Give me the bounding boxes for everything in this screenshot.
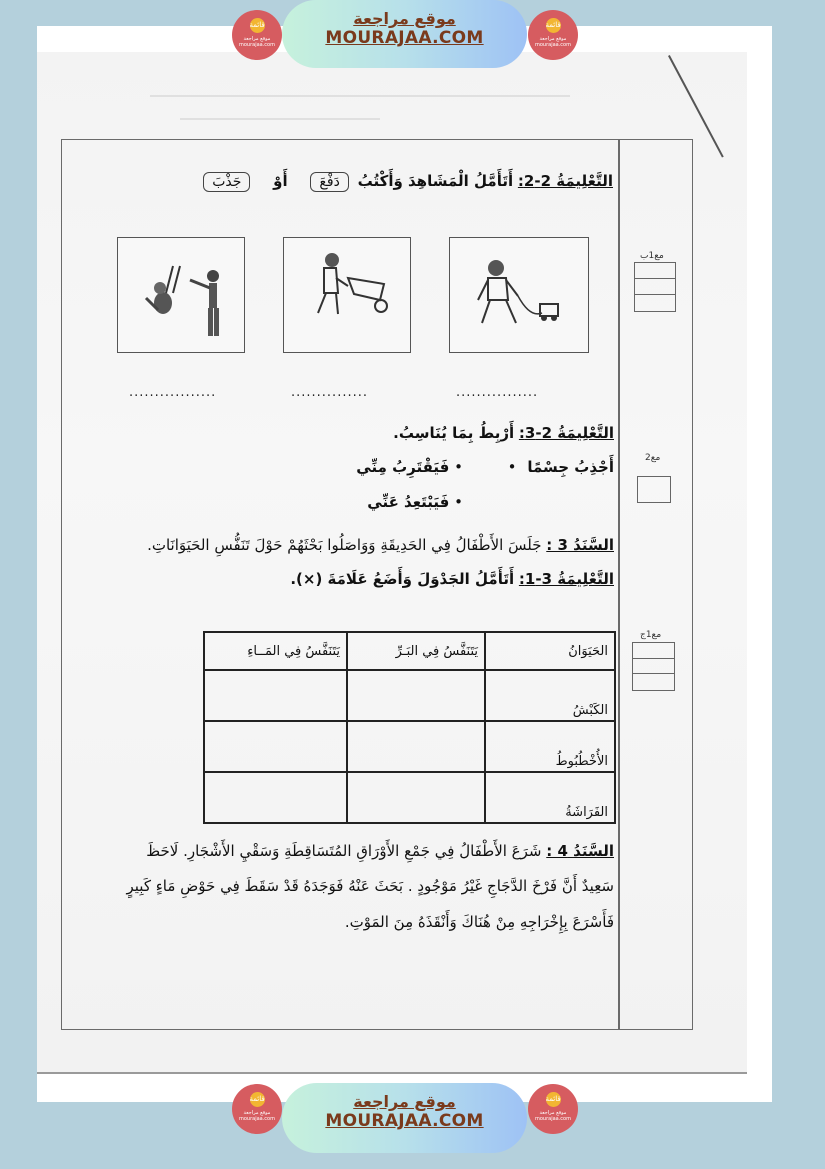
site-banner-top[interactable] (282, 0, 527, 68)
document-4-line-3: فَأَسْرَعَ بِإِخْرَاجِهِ مِنْ هُنَاكَ وَأَنْقَذَهُ مِنَ المَوْتِ. (344, 913, 614, 931)
land-checkbox-cell[interactable] (347, 721, 485, 772)
header-water: يَتَنَفَّسُ فِي المَــاءِ (204, 632, 347, 670)
instruction-2-2-text: أَتَأَمَّلُ الْمَشَاهِدَ وَأَكْتُبُ (357, 172, 514, 190)
animal-cell: الفَرَاشَةُ (485, 772, 615, 823)
word-push-box: دَفْعَ (310, 172, 348, 192)
picture-swing-push (117, 237, 245, 353)
word-pull-box: جَذْبَ (203, 172, 250, 192)
grade-box-3[interactable] (632, 642, 675, 691)
table-header-row (204, 632, 615, 670)
book-icon: قائمة (546, 18, 561, 33)
document-4-label: السَّنَدُ 4 : (546, 842, 614, 860)
grading-column-divider (618, 139, 620, 1030)
banner-latin: MOURAJAA.COM (325, 28, 484, 48)
match-left-item: أَجْذِبُ جِسْمًا • (507, 458, 614, 476)
instruction-2-2 (199, 172, 613, 192)
pull-toy-illustration (450, 238, 587, 351)
document-4-line-2: سَعِيدٌ أَنَّ فَرْخَ الدَّجَاجِ غَيْرُ مَوْجُودٍ . بَحَثَ عَنْهُ فَوَجَدَهُ قَدْ سَقَطَ فِي حَوْضِ مَاءٍ كَبِيرٍ (126, 877, 614, 895)
document-3 (147, 536, 614, 554)
grade-box-1[interactable] (634, 262, 676, 312)
instruction-3-1-text: أَتَأَمَّلُ الجَدْوَلَ وَأَضَعُ عَلَامَةَ (×). (290, 570, 515, 588)
animal-cell: الكَبْشُ (485, 670, 615, 721)
scan-edge (37, 1072, 747, 1074)
grade-label-2: مع2 (645, 453, 661, 463)
site-logo-right-top[interactable]: قائمة موقع مراجعة mourajaa.com (528, 10, 578, 60)
answer-blank-2[interactable]: ............... (291, 385, 368, 400)
match-right-item-2: • فَيَبْتَعِدُ عَنِّي (367, 493, 463, 511)
land-checkbox-cell[interactable] (347, 772, 485, 823)
grade-label-3: مع1ج (640, 630, 662, 640)
header-animal: الحَيَوَانُ (485, 632, 615, 670)
book-icon: قائمة (546, 1092, 561, 1107)
table-row (204, 772, 615, 823)
site-logo-right-bottom[interactable]: قائمة موقع مراجعة mourajaa.com (528, 1084, 578, 1134)
answer-blank-1[interactable]: ................. (129, 385, 217, 400)
document-4-line-1: السَّنَدُ 4 : شَرَعَ الأَطْفَالُ فِي جَمْعِ الأَوْرَاقِ المُتَسَاقِطَةِ وَسَقْيِ الأَشْجَارِ. لَاحَظَ (146, 842, 614, 860)
picture-wheelbarrow (283, 237, 411, 353)
instruction-3-1-label: التَّعْلِيمَةُ 3-1: (518, 570, 614, 588)
header-land: يَتَنَفَّسُ فِي البَـرِّ (347, 632, 485, 670)
instruction-2-3-label: التَّعْلِيمَةُ 2-3: (518, 424, 614, 442)
match-right-item-1: • فَيَقْتَرِبُ مِنِّي (356, 458, 463, 476)
animal-cell: الأُخْطُبُوطُ (485, 721, 615, 772)
or-label: أَوْ (273, 172, 288, 190)
swing-push-illustration (118, 238, 243, 351)
water-checkbox-cell[interactable] (204, 721, 347, 772)
instruction-2-3-text: أَرْبِطُ بِمَا يُنَاسِبُ. (393, 424, 515, 442)
book-icon: قائمة (250, 1092, 265, 1107)
breathing-table (203, 631, 616, 824)
grade-box-2[interactable] (637, 476, 671, 503)
document-3-label: السَّنَدُ 3 : (546, 536, 614, 554)
answer-blank-3[interactable]: ................ (456, 385, 539, 400)
table-row (204, 670, 615, 721)
bleed-through-line (180, 118, 380, 120)
match-dot[interactable]: • (454, 458, 463, 476)
grade-label-1: مع1ب (640, 251, 664, 261)
book-icon: قائمة (250, 18, 265, 33)
banner-latin: MOURAJAA.COM (325, 1111, 484, 1131)
site-banner-bottom[interactable] (282, 1083, 527, 1153)
banner-arabic: موقع مراجعة (353, 1092, 456, 1111)
instruction-3-1 (290, 570, 614, 588)
bleed-through-line (150, 95, 570, 97)
water-checkbox-cell[interactable] (204, 772, 347, 823)
wheelbarrow-illustration (284, 238, 409, 351)
document-3-text: جَلَسَ الأَطْفَالُ فِي الحَدِيقَةِ وَوَاصَلُوا بَحْثَهُمْ حَوْلَ تَنَفُّسِ الحَيَوَانَاتِ. (147, 536, 542, 554)
water-checkbox-cell[interactable] (204, 670, 347, 721)
instruction-2-2-label: التَّعْلِيمَةُ 2-2: (517, 172, 613, 190)
picture-pull-toy (449, 237, 589, 353)
banner-arabic: موقع مراجعة (353, 9, 456, 28)
match-dot[interactable]: • (507, 458, 517, 476)
match-dot[interactable]: • (454, 493, 463, 511)
table-row (204, 721, 615, 772)
land-checkbox-cell[interactable] (347, 670, 485, 721)
instruction-2-3 (393, 424, 614, 442)
site-logo-left-bottom[interactable]: قائمة موقع مراجعة mourajaa.com (232, 1084, 282, 1134)
site-logo-left-top[interactable]: قائمة موقع مراجعة mourajaa.com (232, 10, 282, 60)
